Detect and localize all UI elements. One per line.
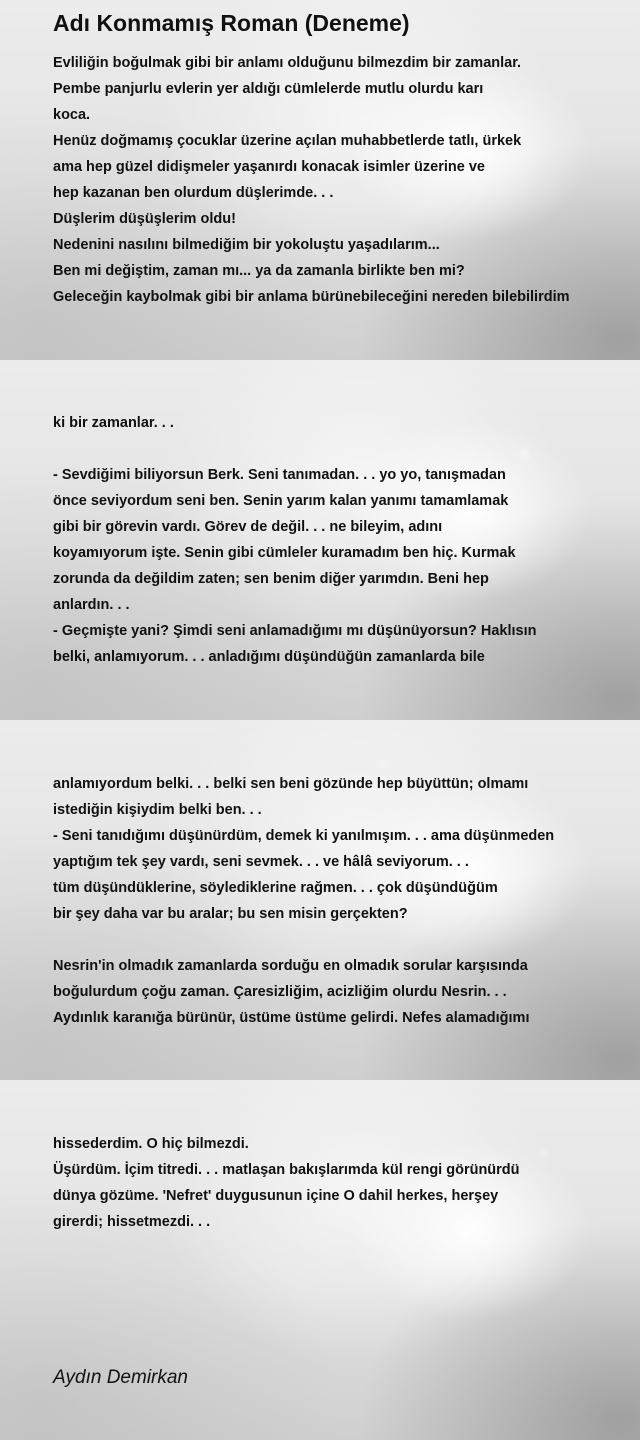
text-line: belki, anlamıyorum. . . anladığımı düşündüğün zamanlarda bile [53,649,485,665]
text-line: hissederdim. O hiç bilmezdi. [53,1136,249,1152]
text-line: bir şey daha var bu aralar; bu sen misin gerçekten? [53,906,408,922]
text-line: yaptığım tek şey vardı, seni sevmek. . . ve hâlâ seviyorum. . . [53,854,469,870]
text-block [53,1131,520,1235]
text-line: Aydınlık karanığa bürünür, üstüme üstüme gelirdi. Nefes alamadığımı [53,1010,530,1026]
text-line: Pembe panjurlu evlerin yer aldığı cümlelerde mutlu olurdu karı [53,81,484,97]
blank-line [53,927,554,953]
text-line: Geleceğin kaybolmak gibi bir anlama bürünebileceğini nereden bilebilirdim [53,289,570,305]
text-line: Ben mi değiştim, zaman mı... ya da zamanla birlikte ben mi? [53,263,465,279]
author-signature: Aydın Demirkan [53,1367,188,1388]
text-line: Evliliğin boğulmak gibi bir anlamı olduğunu bilmezdim bir zamanlar. [53,55,522,71]
text-line: - Sevdiğimi biliyorsun Berk. Seni tanımadan. . . yo yo, tanışmadan [53,467,506,483]
text-line: Düşlerim düşüşlerim oldu! [53,211,236,227]
text-block [53,410,536,670]
page-title: Adı Konmamış Roman (Deneme) [53,10,410,36]
text-line: - Geçmişte yani? Şimdi seni anlamadığımı mı düşünüyorsun? Haklısın [53,623,537,639]
text-line: girerdi; hissetmezdi. . . [53,1214,211,1230]
text-line: önce seviyordum seni ben. Senin yarım kalan yanımı tamamlamak [53,493,509,509]
text-line: Henüz doğmamış çocuklar üzerine açılan muhabbetlerde tatlı, ürkek [53,133,522,149]
text-line: Üşürdüm. İçim titredi. . . matlaşan bakışlarımda kül rengi görünürdü [53,1162,520,1178]
text-block [53,50,570,310]
blank-line [53,436,536,462]
text-line: koca. [53,107,91,123]
page-2 [0,360,640,720]
text-line: zorunda da değildim zaten; sen benim diğer yarımdın. Beni hep [53,571,489,587]
text-line: - Seni tanıdığımı düşünürdüm, demek ki yanılmışım. . . ama düşünmeden [53,828,555,844]
page-4 [0,1080,640,1440]
text-line: anlamıyordum belki. . . belki sen beni gözünde hep büyüttün; olmamı [53,776,529,792]
page-3 [0,720,640,1080]
text-line: Nesrin'in olmadık zamanlarda sorduğu en olmadık sorular karşısında [53,958,528,974]
text-line: Nedenini nasılını bilmediğim bir yokoluştu yaşadılarım... [53,237,440,253]
text-line: gibi bir görevin vardı. Görev de değil. . . ne bileyim, adını [53,519,443,535]
text-block [53,771,554,1031]
text-line: dünya gözüme. 'Nefret' duygusunun içine O dahil herkes, herşey [53,1188,499,1204]
page-1 [0,0,640,360]
text-line: istediğin kişiydim belki ben. . . [53,802,262,818]
bokeh-decoration [540,1150,547,1157]
text-line: anlardın. . . [53,597,130,613]
bokeh-decoration [380,760,386,766]
text-line: koyamıyorum işte. Senin gibi cümleler kuramadım ben hiç. Kurmak [53,545,516,561]
text-line: boğulurdum çoğu zaman. Çaresizliğim, acizliğim olurdu Nesrin. . . [53,984,507,1000]
text-line: ama hep güzel didişmeler yaşanırdı konacak isimler üzerine ve [53,159,485,175]
text-line: tüm düşündüklerine, söylediklerine rağmen. . . çok düşündüğüm [53,880,498,896]
text-line: ki bir zamanlar. . . [53,415,174,431]
text-line: hep kazanan ben olurdum düşlerimde. . . [53,185,334,201]
